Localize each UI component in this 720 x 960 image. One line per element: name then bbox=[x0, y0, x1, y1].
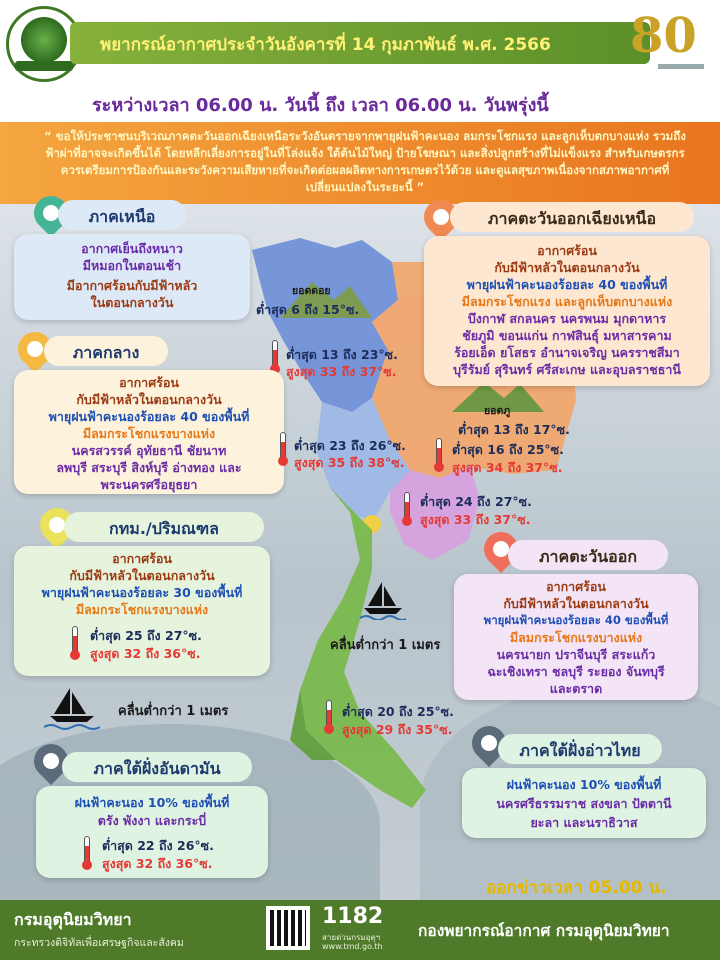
region-title-central: ภาคกลาง bbox=[44, 336, 168, 366]
temp-max-north: สูงสุด 33 ถึง 37°ซ. bbox=[286, 364, 397, 379]
region-card-south-gulf: ฝนฟ้าคะนอง 10% ของพื้นที่ นครศรีธรรมราช สงขลา ปัตตานี ยะลา และนราธิวาส bbox=[462, 768, 706, 838]
thermometer-icon bbox=[324, 700, 334, 734]
thermometer-icon bbox=[270, 340, 280, 374]
region-card-northeast: อากาศร้อน กับมีฟ้าหลัวในตอนกลางวัน พายุฝนฟ้าคะนองร้อยละ 40 ของพื้นที่ มีลมกระโชกแรง และลูกเห็บตกบางแห่ง บึงกาฬ สกลนคร นครพนม มุกดาหาร ชัยภูมิ ขอนแก่น กาฬสินธุ์ มหาสารคาม ร้อยเอ็ด ยโสธร อำนาจเจริญ นครราชสีมา บุรีรัมย์ สุรินทร์ ศรีสะเกษ และอุบลราชธานี bbox=[424, 236, 710, 386]
page-title: พยากรณ์อากาศประจำวันอังคารที่ 14 กุมภาพันธ์ พ.ศ. 2566 bbox=[100, 35, 551, 55]
region-card-east: อากาศร้อน กับมีฟ้าหลัวในตอนกลางวัน พายุฝนฟ้าคะนองร้อยละ 40 ของพื้นที่ มีลมกระโชกแรงบางแห่ง นครนายก ปราจีนบุรี สระแก้ว ฉะเชิงเทรา ชลบุรี ระยอง จันทบุรี และตราด bbox=[454, 574, 698, 700]
region-title-northeast: ภาคตะวันออกเฉียงเหนือ bbox=[450, 202, 694, 232]
peak-label-northeast: ยอดภู bbox=[484, 405, 511, 417]
peak-label-north: ยอดดอย bbox=[292, 285, 331, 297]
hotline-number: 1182 bbox=[322, 904, 384, 929]
region-card-north: อากาศเย็นถึงหนาว มีหมอกในตอนเช้า มีอากาศร้อนกับมีฟ้าหลัว ในตอนกลางวัน bbox=[14, 234, 250, 320]
temp-max-central: สูงสุด 35 ถึง 38°ซ. bbox=[294, 455, 405, 470]
region-title-east: ภาคตะวันออก bbox=[508, 540, 668, 570]
wave-label-andaman: คลื่นต่ำกว่า 1 เมตร bbox=[118, 704, 229, 719]
region-title-north: ภาคเหนือ bbox=[58, 200, 186, 230]
temp-max-bangkok: สูงสุด 32 ถึง 36°ซ. bbox=[90, 646, 201, 661]
region-card-central: อากาศร้อน กับมีฟ้าหลัวในตอนกลางวัน พายุฝนฟ้าคะนองร้อยละ 40 ของพื้นที่ มีลมกระโชกแรงบางแห่ง นครสวรรค์ อุทัยธานี ชัยนาท ลพบุรี สระบุรี สิงห์บุรี อ่างทอง และ พระนครศรีอยุธยา bbox=[14, 370, 284, 494]
peak-temp-northeast: ต่ำสุด 13 ถึง 17°ซ. bbox=[458, 422, 570, 437]
region-title-south-gulf: ภาคใต้ฝั่งอ่าวไทย bbox=[498, 734, 662, 764]
peak-temp-north: ต่ำสุด 6 ถึง 15°ซ. bbox=[256, 302, 360, 317]
temp-min-central: ต่ำสุด 23 ถึง 26°ซ. bbox=[294, 438, 406, 453]
notice-text: “ ขอให้ประชาชนบริเวณภาคตะวันออกเฉียงเหนือระวังอันตรายจากพายุฝนฟ้าคะนอง ลมกระโชกแรง และลูกเห็บตกบางแห่ง รวมถึงฟ้าผ่าที่อาจจะเกิดขึ้นได้ โดยหลีกเลี่ยงการอยู่ในที่โล่งแจ้ง ใต้ต้นไม้ใหญ่ ป้ายโฆษณา และสิ่งปลูกสร้างที่ไม่แข็งแรง สำหรับเกษตรกรควรเตรียมการป้องกันและระวังความเสียหายที่จะเกิดต่อผลผลิตทางการเกษตรไว้ด้วย และดูแลสุขภาพเนื่องจากสภาพอากาศที่เปลี่ยนแปลงในระยะนี้ ” bbox=[44, 129, 686, 194]
ministry-name: กระทรวงดิจิทัลเพื่อเศรษฐกิจและสังคม bbox=[14, 937, 184, 949]
website-link[interactable]: www.tmd.go.th bbox=[322, 942, 383, 951]
temp-min-bangkok: ต่ำสุด 25 ถึง 27°ซ. bbox=[90, 628, 202, 643]
issued-time: ออกข่าวเวลา 05.00 น. bbox=[486, 878, 667, 898]
temp-max-south-andaman: สูงสุด 32 ถึง 36°ซ. bbox=[102, 856, 213, 871]
qr-code-icon[interactable] bbox=[266, 906, 310, 950]
region-card-south-andaman: ฝนฟ้าคะนอง 10% ของพื้นที่ ตรัง พังงา และกระบี่ ต่ำสุด 22 ถึง 26°ซ. สูงสุด 32 ถึง 36°ซ. bbox=[36, 786, 268, 878]
region-title-south-andaman: ภาคใต้ฝั่งอันดามัน bbox=[62, 752, 252, 782]
temp-max-northeast: สูงสุด 34 ถึง 37°ซ. bbox=[452, 460, 563, 475]
thermometer-icon bbox=[434, 438, 444, 472]
region-card-bangkok: อากาศร้อน กับมีฟ้าหลัวในตอนกลางวัน พายุฝนฟ้าคะนองร้อยละ 30 ของพื้นที่ มีลมกระโชกแรงบางแห่ง ต่ำสุด 25 ถึง 27°ซ. สูงสุด 32 ถึง 36°ซ. bbox=[14, 546, 270, 676]
hotline-caption: สายด่วนกรมอุตุฯ bbox=[322, 933, 381, 942]
temp-min-south-gulf: ต่ำสุด 20 ถึง 25°ซ. bbox=[342, 704, 454, 719]
temp-min-south-andaman: ต่ำสุด 22 ถึง 26°ซ. bbox=[102, 838, 214, 853]
thermometer-icon bbox=[278, 432, 288, 466]
temp-max-east: สูงสุด 33 ถึง 37°ซ. bbox=[420, 512, 531, 527]
temp-min-east: ต่ำสุด 24 ถึง 27°ซ. bbox=[420, 494, 532, 509]
temp-min-north: ต่ำสุด 13 ถึง 23°ซ. bbox=[286, 347, 398, 362]
thermometer-icon bbox=[70, 626, 80, 660]
region-title-bangkok: กทม./ปริมณฑล bbox=[64, 512, 264, 542]
temp-min-northeast: ต่ำสุด 16 ถึง 25°ซ. bbox=[452, 442, 564, 457]
period-text: ระหว่างเวลา 06.00 น. วันนี้ ถึง เวลา 06.00 น. วันพรุ่งนี้ bbox=[92, 95, 549, 116]
anniversary-logo: 80 bbox=[628, 8, 712, 78]
division-name: กองพยากรณ์อากาศ กรมอุตุนิยมวิทยา bbox=[418, 922, 670, 940]
sailboat-icon bbox=[44, 686, 100, 730]
footer bbox=[0, 900, 720, 960]
thermometer-icon bbox=[402, 492, 412, 526]
sailboat-icon bbox=[360, 580, 406, 620]
temp-max-south-gulf: สูงสุด 29 ถึง 35°ซ. bbox=[342, 722, 453, 737]
org-name: กรมอุตุนิยมวิทยา bbox=[14, 910, 132, 929]
wave-label-gulf: คลื่นต่ำกว่า 1 เมตร bbox=[330, 638, 441, 653]
thermometer-icon bbox=[82, 836, 92, 870]
